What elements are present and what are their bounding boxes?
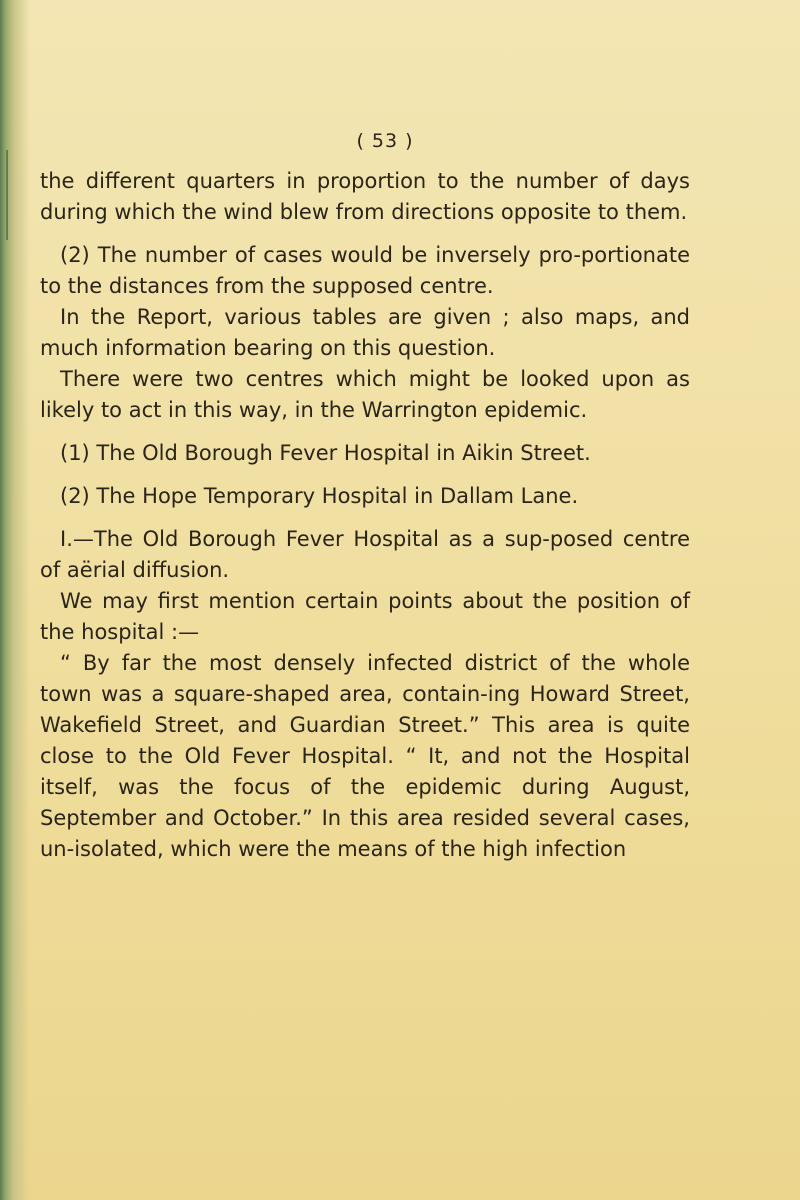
paragraph-report: In the Report, various tables are given ; also maps, and much information bearing on this question. [40, 305, 690, 360]
section-heading-old-borough: I.—The Old Borough Fever Hospital as a sup-posed centre of aërial diffusion. [40, 527, 690, 582]
list-item-hope-hospital: (2) The Hope Temporary Hospital in Dallam Lane. [60, 484, 579, 508]
page-number: ( 53 ) [356, 130, 414, 152]
paragraph-two-centres: There were two centres which might be looked upon as likely to act in this way, in the Warrington epidemic. [40, 367, 690, 422]
paragraph-point-2: (2) The number of cases would be inversely pro-portionate to the distances from the supposed centre. [40, 243, 690, 298]
spine-crease [6, 150, 8, 240]
book-page [40, 130, 690, 865]
paragraph-position: We may first mention certain points about the position of the hospital :— [40, 589, 690, 644]
paragraph-continuation: the different quarters in proportion to the number of days during which the wind blew from directions opposite to them. [40, 169, 690, 224]
book-spine-edge [0, 0, 30, 1200]
list-item-old-borough: (1) The Old Borough Fever Hospital in Aikin Street. [60, 441, 591, 465]
paragraph-quotation: “ By far the most densely infected district of the whole town was a square-shaped area, contain-ing Howard Street, Wakefield Street, and Guardian Street.” This area is quite close to the Old Fever Hospital. “ It, and not the Hospital itself, was the focus of the epidemic during August, September and October.” In this area resided several cases, un-isolated, which were the means of the high infection [40, 651, 690, 861]
